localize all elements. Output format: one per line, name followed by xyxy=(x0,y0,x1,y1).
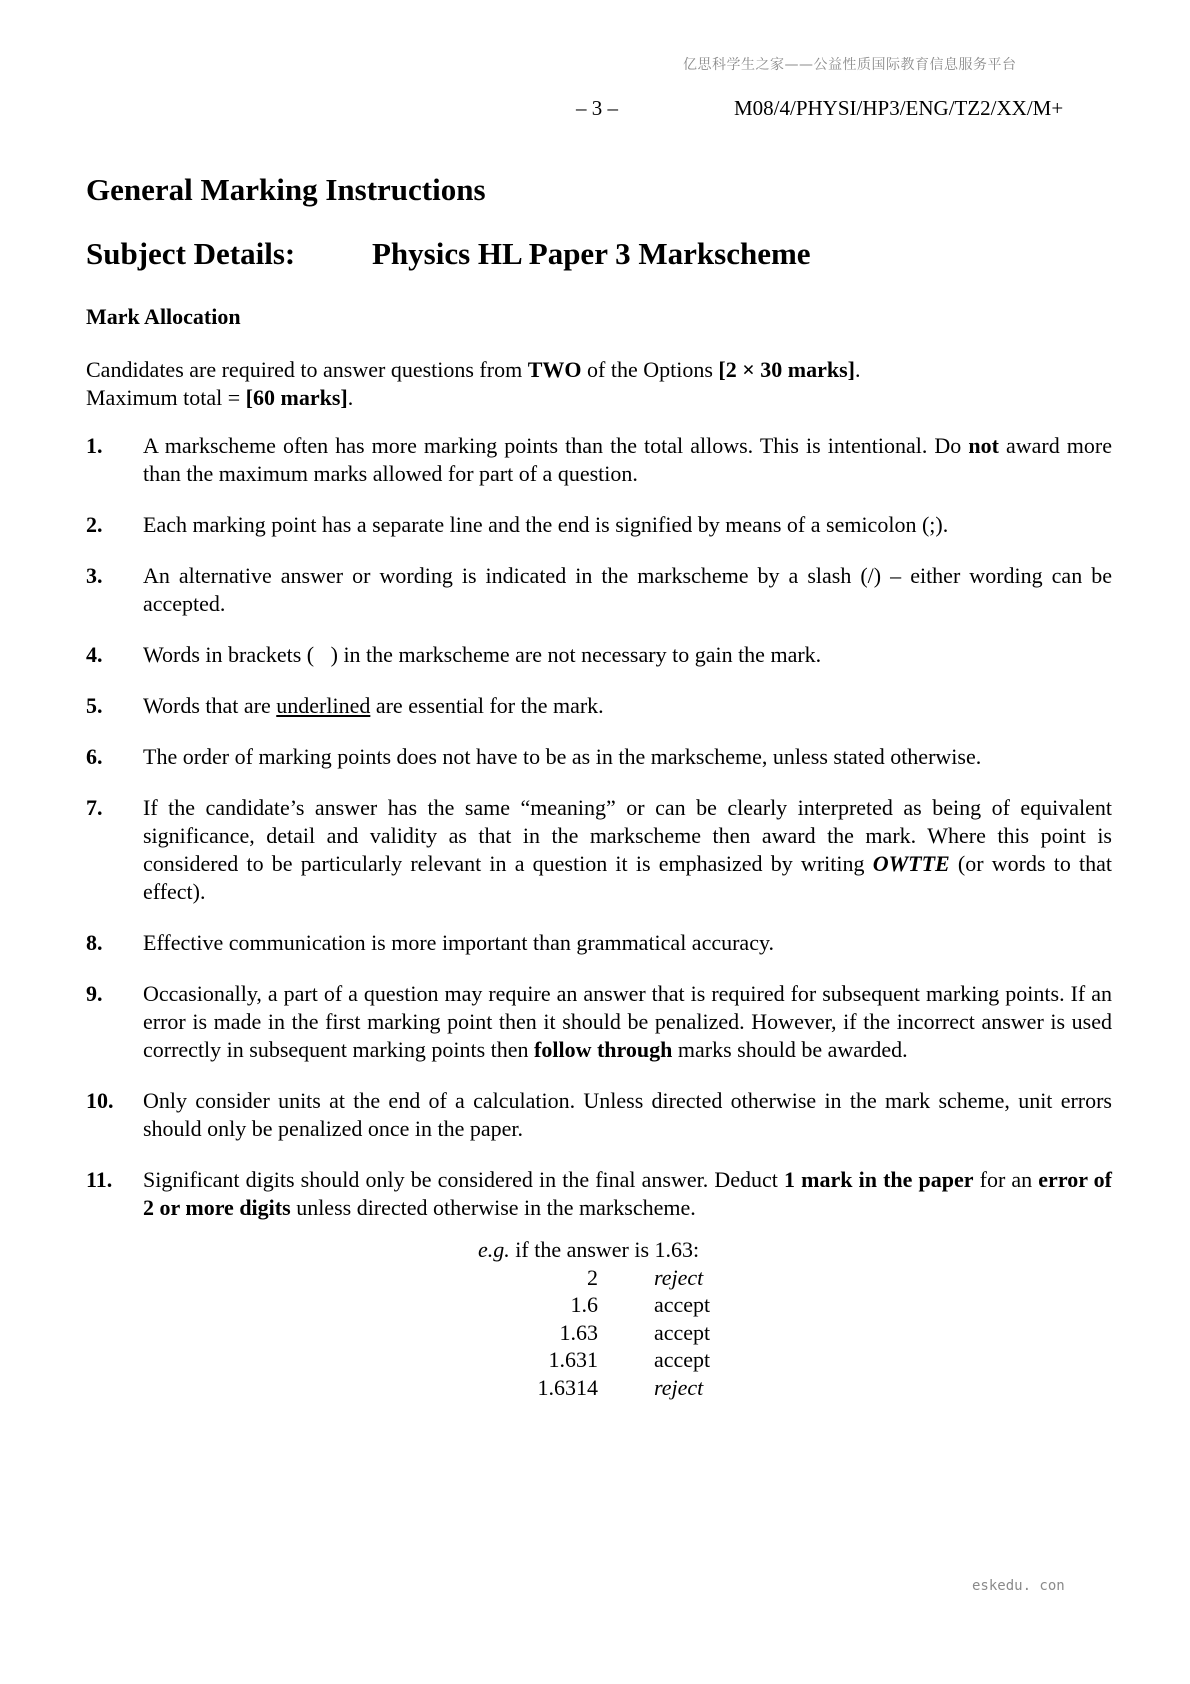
rule-item xyxy=(86,794,1112,906)
rule-text xyxy=(143,794,1112,906)
rule-text xyxy=(143,692,1112,720)
bold-span: [60 marks] xyxy=(245,385,348,410)
rule-text: Effective communication is more important than grammatical accuracy. xyxy=(143,930,775,955)
underlined-span: underlined xyxy=(276,693,371,718)
marking-rules-list xyxy=(86,432,1112,1222)
example-row xyxy=(478,1374,710,1402)
result-text: reject xyxy=(654,1264,704,1290)
rule-item xyxy=(86,562,1112,618)
rule-text: Each marking point has a separate line and the end is signified by means of a semicolon (;). xyxy=(143,512,949,537)
main-content xyxy=(86,170,1112,1401)
subject-details xyxy=(86,234,1112,274)
rule-number: 10. xyxy=(86,1088,114,1113)
example-value: 1.6314 xyxy=(537,1374,598,1400)
rule-text: An alternative answer or wording is indicated in the markscheme by a slash (/) – either wording can be accepted. xyxy=(143,563,1112,616)
watermark-top: 亿思科学生之家——公益性质国际教育信息服务平台 xyxy=(683,57,1017,73)
text-span: A markscheme often has more marking points than the total allows. This is intentional. Do xyxy=(143,433,969,458)
rule-number: 8. xyxy=(86,930,103,955)
rule-item xyxy=(86,743,1112,771)
rule-number: 2. xyxy=(86,512,103,537)
text-span: of the Options xyxy=(581,357,719,382)
example-result xyxy=(598,1374,710,1402)
text-span: unless directed otherwise in the markscheme. xyxy=(290,1195,696,1220)
rule-number: 4. xyxy=(86,642,103,667)
rule-text xyxy=(143,980,1112,1064)
rule-item xyxy=(86,641,1112,669)
rule-text: Only consider units at the end of a calculation. Unless directed otherwise in the mark scheme, unit errors should only be penalized once in the paper. xyxy=(143,1088,1112,1141)
text-span: marks should be awarded. xyxy=(672,1037,908,1062)
bold-italic-span: OWTTE xyxy=(872,851,950,876)
example-result: accept xyxy=(654,1292,711,1317)
text-span: Words that are xyxy=(143,693,277,718)
rule-text xyxy=(143,432,1112,488)
allocation-line-1 xyxy=(86,356,1112,384)
bold-span: not xyxy=(968,433,999,458)
example-row xyxy=(478,1319,710,1347)
text-span: are essential for the mark. xyxy=(370,693,604,718)
rule-number: 1. xyxy=(86,433,103,458)
example-row xyxy=(478,1291,710,1319)
result-text: reject xyxy=(654,1374,704,1400)
page-title: General Marking Instructions xyxy=(86,172,486,207)
rule-number: 9. xyxy=(86,981,103,1006)
text-span: Maximum total = xyxy=(86,385,246,410)
bold-span: follow through xyxy=(534,1037,673,1062)
rule-text: Words in brackets ( ) in the markscheme are not necessary to gain the mark. xyxy=(143,642,822,667)
eg-label: e.g. xyxy=(478,1237,510,1262)
text-span: If the candidate’s answer has the same “meaning” or can be clearly interpreted as being of equivalent significance, detail and validity as that in the markscheme then award the mark. Where this point is considered to be particularly relevant in a question it is emphasized by writing xyxy=(143,795,1112,876)
rule-text: The order of marking points does not have to be as in the markscheme, unless stated otherwise. xyxy=(143,744,982,769)
text-span: Candidates are required to answer questions from xyxy=(86,357,528,382)
text-span: Occasionally, a part of a question may require an answer that is required for subsequent marking points. If an error is made in the first marking point then it should be penalized. However, if the incorrect answer is used correctly in subsequent marking points then xyxy=(143,981,1112,1062)
rule-item xyxy=(86,1087,1112,1143)
example-value: 1.6 xyxy=(570,1292,598,1317)
rule-number: 7. xyxy=(86,795,103,820)
allocation-line-2 xyxy=(86,384,1112,412)
text-span: (or words to that effect). xyxy=(143,851,1112,904)
mark-allocation-heading: Mark Allocation xyxy=(86,304,241,329)
subject-label: Subject Details: xyxy=(86,236,296,271)
rule-item xyxy=(86,929,1112,957)
rule-item xyxy=(86,692,1112,720)
rule-text xyxy=(143,1166,1112,1222)
watermark-bottom: eskedu. con xyxy=(972,1578,1065,1594)
bold-span: [2 × 30 marks] xyxy=(718,357,855,382)
example-table xyxy=(478,1264,710,1402)
example-intro-text: if the answer is 1.63: xyxy=(509,1237,700,1262)
text-span: for an xyxy=(973,1167,1039,1192)
text-span: . xyxy=(854,357,861,382)
example-row xyxy=(478,1264,710,1292)
example-row xyxy=(478,1346,710,1374)
bold-span: TWO xyxy=(527,357,582,382)
bold-span: 1 mark in the paper xyxy=(784,1167,974,1192)
rule-number: 3. xyxy=(86,563,103,588)
text-span: award more than the maximum marks allowed for part of a question. xyxy=(143,433,1113,486)
rule-item xyxy=(86,432,1112,488)
example-result xyxy=(598,1264,710,1292)
bold-span: error of 2 or more digits xyxy=(143,1167,1113,1220)
rule-item xyxy=(86,511,1112,539)
mark-allocation-text xyxy=(86,356,1112,412)
rule-number: 6. xyxy=(86,744,103,769)
example-result: accept xyxy=(654,1347,711,1372)
example-intro xyxy=(478,1236,1112,1264)
example-value: 2 xyxy=(587,1264,598,1290)
page-number: – 3 – xyxy=(576,96,618,120)
subject-value: Physics HL Paper 3 Markscheme xyxy=(372,236,811,271)
significant-digits-example xyxy=(478,1236,1112,1401)
example-value: 1.63 xyxy=(559,1319,598,1345)
example-value: 1.631 xyxy=(548,1347,598,1372)
example-result: accept xyxy=(654,1319,711,1345)
text-span: . xyxy=(347,385,354,410)
rule-number: 5. xyxy=(86,693,103,718)
rule-item xyxy=(86,1166,1112,1222)
rule-number: 11. xyxy=(86,1167,113,1192)
text-span: Significant digits should only be considered in the final answer. Deduct xyxy=(143,1167,785,1192)
document-code: M08/4/PHYSI/HP3/ENG/TZ2/XX/M+ xyxy=(734,96,1064,120)
rule-item xyxy=(86,980,1112,1064)
